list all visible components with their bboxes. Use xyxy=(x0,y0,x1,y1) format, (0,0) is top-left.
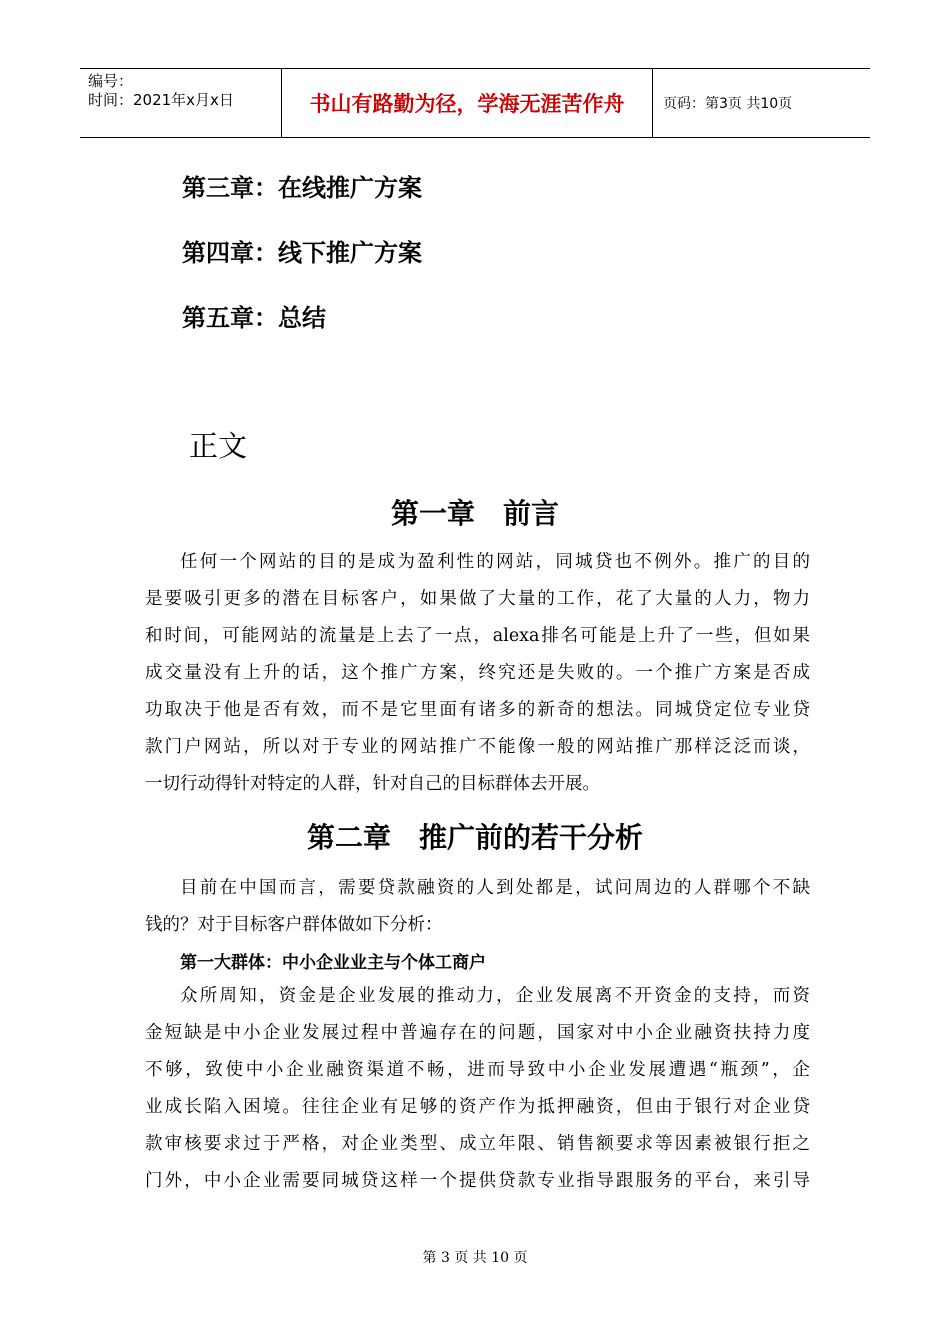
paragraph-line: 目前在中国而言，需要贷款融资的人到处都是，试问周边的人群哪个不缺 xyxy=(180,878,810,898)
paragraph-line: 门外，中小企业需要同城贷这样一个提供贷款专业指导跟服务的平台，来引导 xyxy=(145,1171,810,1191)
paragraph-line: 一切行动得针对特定的人群，针对自己的目标群体去开展。 xyxy=(145,774,600,794)
chapter2-title: 第二章 推广前的若干分析 xyxy=(306,821,643,854)
number-label: 编号： xyxy=(88,72,134,90)
toc-item-chapter3: 第三章：在线推广方案 xyxy=(182,174,422,202)
body-heading: 正文 xyxy=(189,429,248,463)
group1-paragraph xyxy=(145,978,810,1200)
motto-text: 书山有路勤为径，学海无涯苦作舟 xyxy=(309,92,625,116)
time-label: 时间：2021年x月x日 xyxy=(88,91,234,109)
paragraph-line: 款门户网站，所以对于专业的网站推广不能像一般的网站推广那样泛泛而谈， xyxy=(145,737,810,757)
chapter1-paragraph xyxy=(145,544,810,803)
group1-subheading: 第一大群体：中小企业业主与个体工商户 xyxy=(180,953,486,973)
paragraph-line: 成交量没有上升的话，这个推广方案，终究还是失败的。一个推广方案是否成 xyxy=(145,663,810,683)
toc-item-chapter5: 第五章：总结 xyxy=(182,304,326,332)
header-meta-cell xyxy=(80,69,281,137)
chapter1-title: 第一章 前言 xyxy=(390,497,559,530)
paragraph-line: 款审核要求过于严格，对企业类型、成立年限、销售额要求等因素被银行拒之 xyxy=(145,1134,810,1154)
toc-item-chapter4: 第四章：线下推广方案 xyxy=(182,239,422,267)
paragraph-line: 不够，致使中小企业融资渠道不畅，进而导致中小企业发展遭遇“瓶颈”，企 xyxy=(145,1060,810,1080)
paragraph-line: 业成长陷入困境。往往企业有足够的资产作为抵押融资，但由于银行对企业贷 xyxy=(145,1097,810,1117)
page-footer: 第 3 页 共 10 页 xyxy=(422,1250,528,1266)
chapter2-intro-paragraph xyxy=(145,870,810,944)
paragraph-line: 任何一个网站的目的是成为盈利性的网站，同城贷也不例外。推广的目的 xyxy=(180,552,810,572)
page-header xyxy=(80,68,870,138)
paragraph-line: 和时间，可能网站的流量是上去了一点，alexa排名可能是上升了一些，但如果 xyxy=(145,626,810,646)
paragraph-line: 钱的？对于目标客户群体做如下分析： xyxy=(145,915,443,935)
paragraph-line: 是要吸引更多的潜在目标客户，如果做了大量的工作，花了大量的人力，物力 xyxy=(145,589,810,609)
header-motto-cell xyxy=(281,69,653,137)
paragraph-line: 众所周知，资金是企业发展的推动力，企业发展离不开资金的支持，而资 xyxy=(180,986,810,1006)
header-page-cell xyxy=(653,69,870,137)
page-info: 页码：第3页 共10页 xyxy=(663,96,793,112)
paragraph-line: 功取决于他是否有效，而不是它里面有诸多的新奇的想法。同城贷定位专业贷 xyxy=(145,700,810,720)
paragraph-line: 金短缺是中小企业发展过程中普遍存在的问题，国家对中小企业融资扶持力度 xyxy=(145,1023,810,1043)
